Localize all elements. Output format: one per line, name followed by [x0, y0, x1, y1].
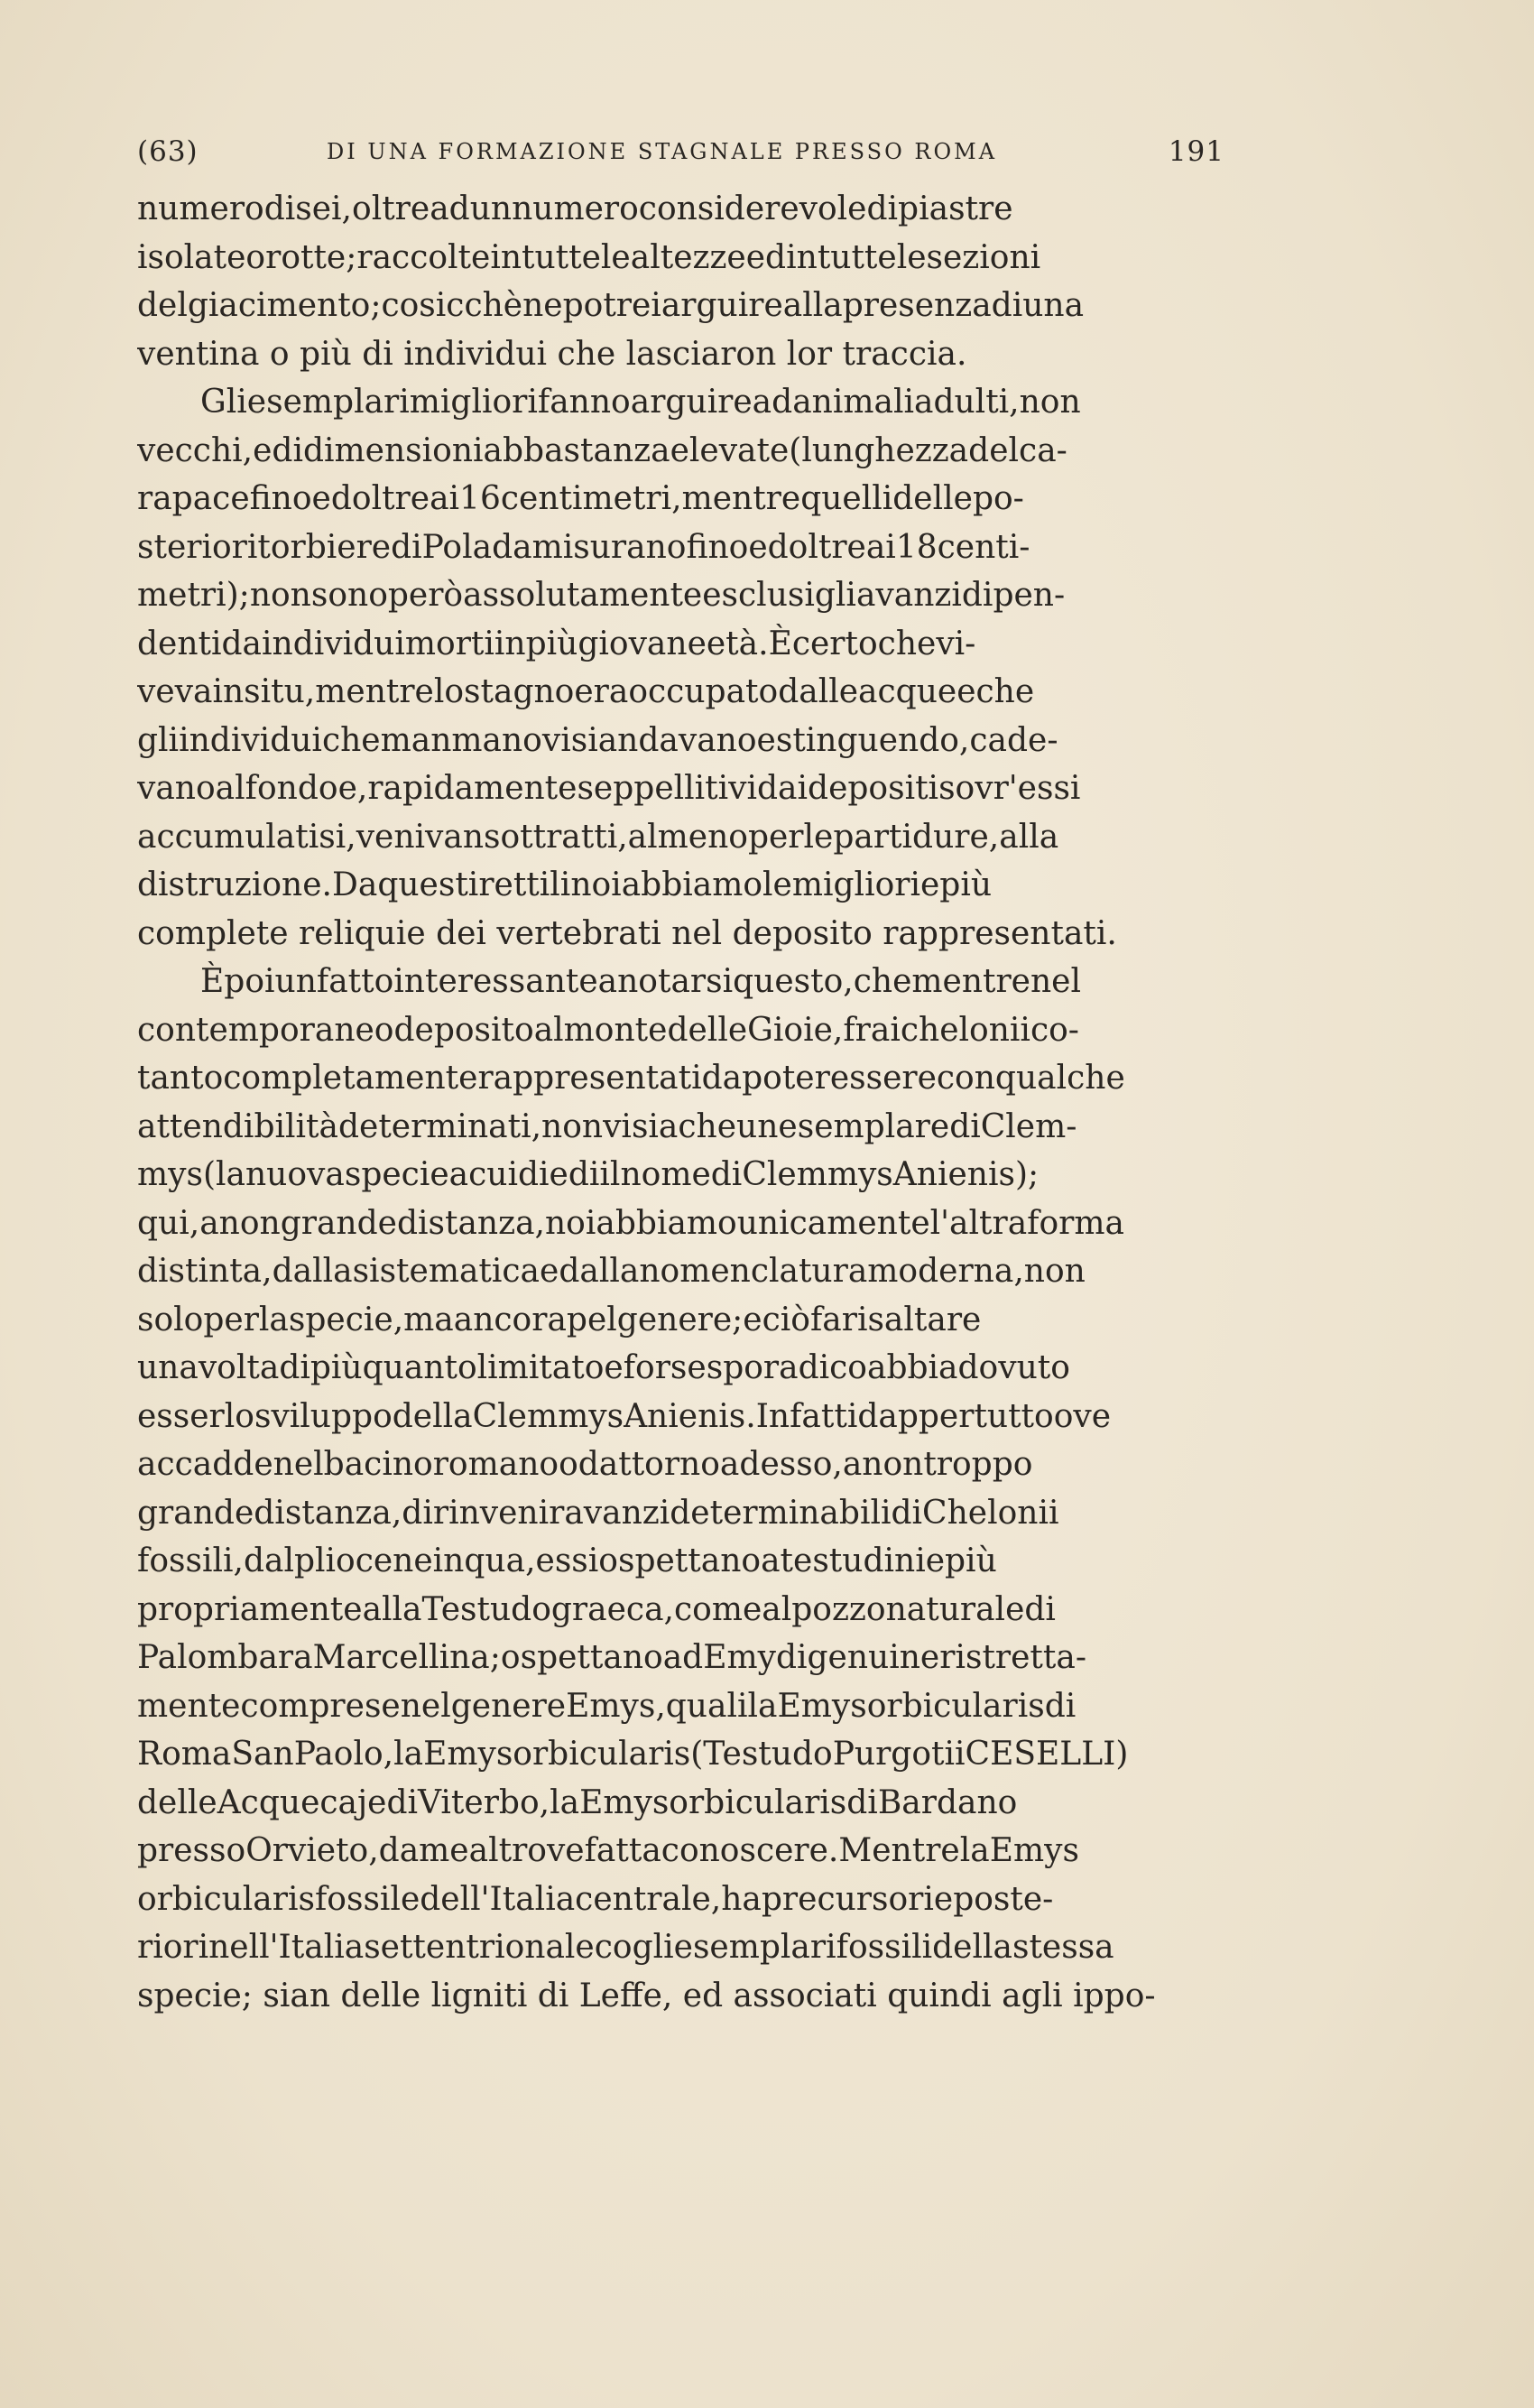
text-line: sterioritorbierediPoladamisuranofinoedoltreai18centi-: [137, 528, 1030, 566]
text-line: fossili,dalplioceneinqua,essiospettanoatestudiniepiù: [137, 1542, 997, 1579]
paragraph: [137, 185, 1224, 378]
text-line: tantocompletamenterappresentatidapoteressereconqualche: [137, 1060, 1125, 1097]
page-number: 191: [1168, 135, 1224, 168]
text-line: riorinell'Italiasettentrionalecogliesemplarifossilidellastessa: [137, 1929, 1114, 1966]
paragraph: [137, 378, 1224, 958]
text-line: distinta,dallasistematicaedallanomenclaturamoderna,non: [137, 1253, 1086, 1290]
text-line: vecchi,edidimensioniabbastanzaelevate(lunghezzadelca-: [137, 431, 1067, 469]
text-line: grandedistanza,dirinveniravanzideterminabilidiChelonii: [137, 1494, 1059, 1532]
text-line: RomaSanPaolo,laEmysorbicularis(TestudoPurgotiiCESELLI): [137, 1736, 1129, 1773]
text-line: accaddenelbacinoromanoodattornoadesso,anontroppo: [137, 1446, 1033, 1483]
text-line: pressoOrvieto,damealtrovefattaconoscere.MentrelaEmys: [137, 1832, 1079, 1869]
text-line: numerodisei,oltreadunnumeroconsiderevoledipiastre: [137, 190, 1013, 227]
text-line: propriamenteallaTestudograeca,comealpozzonaturaledi: [137, 1590, 1056, 1628]
text-line: mys(lanuovaspecieacuidiediilnomediClemmysAnienis);: [137, 1156, 1040, 1193]
running-title: DI UNA FORMAZIONE STAGNALE PRESSO ROMA: [327, 139, 998, 164]
text-line: delgiacimento;cosicchènepotreiarguireallapresenzadiuna: [137, 287, 1085, 324]
text-line: ventina o più di individui che lasciaron lor traccia.: [137, 335, 967, 373]
text-line: PalombaraMarcellina;ospettanoadEmydigenuineristretta-: [137, 1639, 1086, 1676]
text-line: unavoltadipiùquantolimitatoeforsesporadicoabbiadovuto: [137, 1349, 1070, 1386]
text-line: esserlosviluppodellaClemmysAnienis.Infattidappertuttoove: [137, 1397, 1112, 1435]
text-line: delleAcquecajediViterbo,laEmysorbicularisdiBardano: [137, 1783, 1018, 1821]
text-line: dentidaindividuimortiinpiùgiovaneetà.Ècertochevi-: [137, 625, 976, 662]
body-text: [137, 185, 1224, 2020]
text-line: qui,anongrandedistanza,noiabbiamounicamentel'altraforma: [137, 1204, 1124, 1242]
text-line: accumulatisi,venivansottratti,almenoperlepartidure,alla: [137, 818, 1059, 856]
text-line: gliindividuichemanmanovisiandavanoestinguendo,cade-: [137, 721, 1058, 759]
text-line: specie; sian delle ligniti di Leffe, ed associati quindi agli ippo-: [137, 1977, 1156, 2014]
text-line: rapacefinoedoltreai16centimetri,mentrequellidellepo-: [137, 480, 1024, 517]
text-line: orbicularisfossiledell'Italiacentrale,haprecursorieposte-: [137, 1880, 1054, 1918]
text-line: complete reliquie dei vertebrati nel deposito rappresentati.: [137, 914, 1117, 952]
text-line: vanoalfondoe,rapidamenteseppellitividaidepositisovr'essi: [137, 770, 1081, 807]
text-line: vevainsitu,mentrelostagnoeraoccupatodalleacqueeche: [137, 673, 1035, 710]
paragraph: [137, 958, 1224, 2020]
section-number: (63): [137, 135, 199, 168]
text-line: isolateorotte;raccolteintuttelealtezzeedintuttelesezioni: [137, 238, 1041, 276]
text-line: Èpoiunfattointeressanteanotarsiquesto,chementrenel: [200, 963, 1081, 1000]
text-line: mentecompresenelgenereEmys,qualilaEmysorbicularisdi: [137, 1687, 1077, 1725]
text-line: distruzione.Daquestirettilinoiabbiamolemiglioriepiù: [137, 866, 993, 903]
text-line: metri);nonsonoperòassolutamenteesclusigliavanzidipen-: [137, 577, 1066, 614]
text-line: soloperlaspecie,maancorapelgenere;eciòfarisaltare: [137, 1301, 982, 1338]
text-line: Gliesemplarimigliorifannoarguireadanimaliadulti,non: [200, 384, 1081, 421]
running-header: [137, 135, 1224, 190]
text-line: contemporaneodepositoalmontedelleGioie,fraicheloniico-: [137, 1011, 1079, 1049]
text-line: attendibilitàdeterminati,nonvisiacheunesemplarediClem-: [137, 1107, 1077, 1145]
